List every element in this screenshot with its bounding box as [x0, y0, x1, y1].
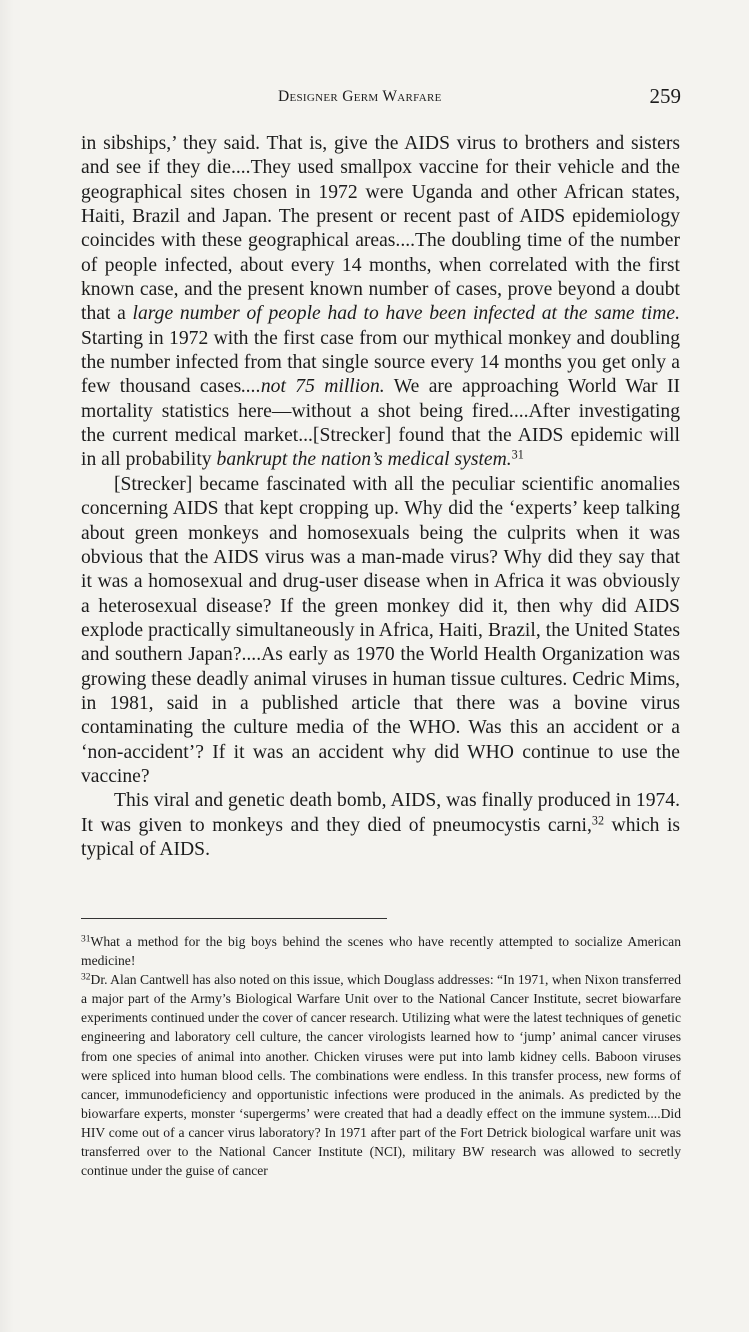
paragraph-text: in sibships,’ they said. That is, give the AIDS virus to brothers and sisters and see if they die....They used smallpox vaccine for their vehicle and the geographical sites chosen in 1972 were Uganda and other African states, Haiti, Brazil and Japan. The present or recent past of AIDS epidemiology coincides with these geographical areas....The doubling time of the number of people infected, about every 14 months, when correlated with the first known case, and the present known number of cases, prove beyond a doubt that a: [81, 133, 680, 325]
footnote-mark: 31: [81, 934, 91, 945]
footnote-reference: 31: [511, 447, 524, 462]
footnote-mark: 32: [81, 972, 91, 983]
italic-phrase: bankrupt the nation’s medical system.: [216, 449, 512, 471]
paragraph-strecker: [Strecker] became fascinated with all the peculiar scientific anomalies concerning AIDS that kept cropping up. Why did the ‘experts’ keep talking about green monkeys and homosexuals being the culprits when it was obvious that the AIDS virus was a man-made virus? Why did they say that it was a homosexual and drug-user disease when in Africa it was obviously a heterosexual disease? If the green monkey did it, then why did AIDS explode practically simultaneously in Africa, Haiti, Brazil, the United States and southern Japan?....As early as 1970 the World Health Organization was growing these deadly animal viruses in human tissue cultures. Cedric Mims, in 1981, said in a published article that there was a bovine virus contaminating the culture media of the WHO. Was this an accident or a ‘non-accident’? If it was an accident why did WHO continue to use the vaccine?: [81, 473, 680, 787]
footnote-32: [81, 970, 681, 1180]
paragraph-text: Starting in 1972 with the first case from our mythical monkey and doubling the number infected from that single source every 14 months you get only a few thousand cases: [81, 327, 680, 398]
footnote-31: [81, 932, 681, 970]
paragraph-death-bomb: [81, 789, 680, 862]
footnote-text: Dr. Alan Cantwell has also noted on this issue, which Douglass addresses: “In 1971, when Nixon transferred a major part of the Army’s Biological Warfare Unit over to the National Cancer Institute, secret biowarfare experiments continued under the cover of cancer research. Utilizing what were the latest techniques of genetic engineering and laboratory cell culture, the cancer virologists learned how to ‘jump’ animal cancer viruses from one species of animal into another. Chicken viruses were put into lamb kidney cells. Baboon viruses were spliced into human blood cells. The combinations were endless. In this transfer process, new forms of cancer, immunodeficiency and opportunistic infections were produced in the animals. As predicted by the biowarfare experts, monster ‘supergerms’ were created that had a deadly effect on the immune system....Did HIV come out of a cancer virus laboratory? In 1971 after part of the Fort Detrick biological warfare unit was transferred over to the National Cancer Institute (NCI), military BW research was allowed to secretly continue under the guise of cancer: [81, 972, 681, 1179]
italic-phrase: large number of people had to have been infected at the same time.: [132, 303, 680, 325]
paragraph-text: which is typical of AIDS.: [81, 814, 681, 860]
footnotes: [81, 932, 681, 1180]
paragraph-text: We are approaching World War II mortality statistics here—without a shot being fired....After investigating the current medical market...[Strecker] found that the AIDS epidemic will in all probability: [81, 376, 680, 471]
paragraph-quote-continuation: [81, 132, 680, 473]
page-header: [80, 84, 681, 114]
footnote-divider: [81, 918, 387, 919]
page-number: 259: [649, 84, 681, 108]
footnote-reference: 32: [591, 812, 605, 827]
footnote-text: What a method for the big boys behind the scenes who have recently attempted to socialize American medicine!: [81, 934, 681, 969]
paragraph-text: This viral and genetic death bomb, AIDS, was finally produced in 1974. It was given to monkeys and they died of pneumocystis carni,: [81, 790, 680, 836]
body-text: [81, 132, 680, 862]
running-head: Designer Germ Warfare: [278, 88, 442, 105]
italic-phrase: ....not 75 million.: [241, 376, 385, 398]
